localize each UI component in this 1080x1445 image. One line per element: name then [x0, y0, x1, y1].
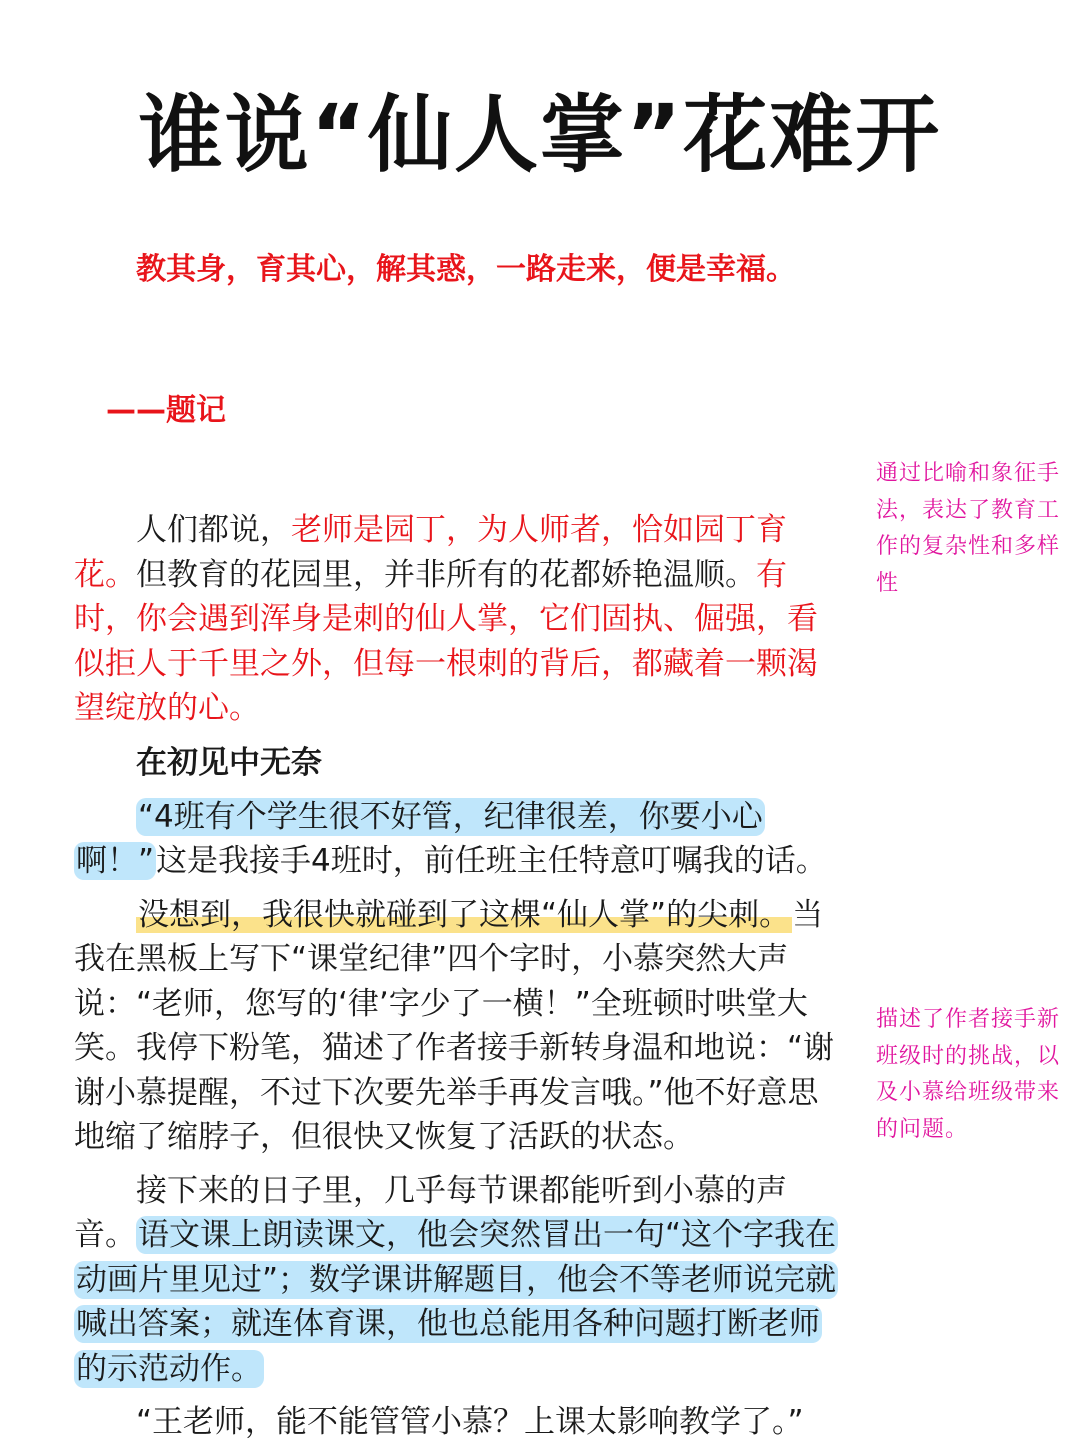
article-title: 谁说“仙人掌”花难开 [138, 86, 942, 184]
paragraph-warning [74, 795, 838, 884]
highlight-warning-quote: “4班有个学生很不好管，纪律很差，你要小心啊！” [76, 798, 763, 879]
intro-lead: 人们都说， [136, 512, 291, 548]
paragraph-daily-interruptions [74, 1169, 838, 1392]
paragraph-warning-rest: 这是我接手4班时，前任班主任特意叮嘱我的话。 [156, 843, 827, 879]
intro-cactus-metaphor: 有时，你会遇到浑身是刺的仙人掌，它们固执、倔强，看似拒人于千里之外，但每一根刺的背后，都藏着一颗渴望绽放的心。 [74, 556, 818, 726]
motto-signature: ——题记 [106, 393, 226, 428]
intro-paragraph [74, 508, 838, 731]
paragraph-first-encounter-rest: 当我在黑板上写下“课堂纪律”四个字时，小慕突然大声说：“老师，您写的‘律’字少了一横！”全班顿时哄堂大笑。我停下粉笔，猫述了作者接手新转身温和地说：“谢谢小慕提醒，不过下次要先举手再发言哦。”他不好意思地缩了缩脖子，但很快又恢复了活跃的状态。 [74, 896, 835, 1155]
highlight-first-encounter: 没想到，我很快就碰到了这棵“仙人掌”的尖刺。 [138, 896, 791, 933]
highlight-interruptions: 语文课上朗读课文，他会突然冒出一句“这个字我在动画片里见过”；数学课讲解题目，他会不等老师说完就喊出答案；就连体育课，他也总能用各种问题打断老师的示范动作。 [76, 1217, 837, 1387]
intro-metaphor: 老师是园丁，为人师者，恰如园丁育花。 [74, 512, 787, 593]
margin-annotation-1: 通过比喻和象征手法，表达了教育工作的复杂性和多样性 [876, 461, 1061, 596]
paragraph-first-encounter [74, 893, 838, 1160]
paragraph-daily-lead: 接下来的日子里，几乎每节课都能听到小慕的声音。 [74, 1172, 787, 1253]
section-heading: 在初见中无奈 [136, 744, 322, 781]
paragraph-complaint: “王老师，能不能管管小慕？上课太影响教学了。” [136, 1404, 804, 1440]
article-body [74, 508, 838, 1445]
margin-annotation-2: 描述了作者接手新班级时的挑战，以及小慕给班级带来的问题。 [876, 1007, 1061, 1142]
intro-middle: 但教育的花园里，并非所有的花都娇艳温顺。 [136, 556, 756, 593]
motto: 教其身，育其心，解其惑，一路走来，便是幸福。 [136, 252, 796, 287]
